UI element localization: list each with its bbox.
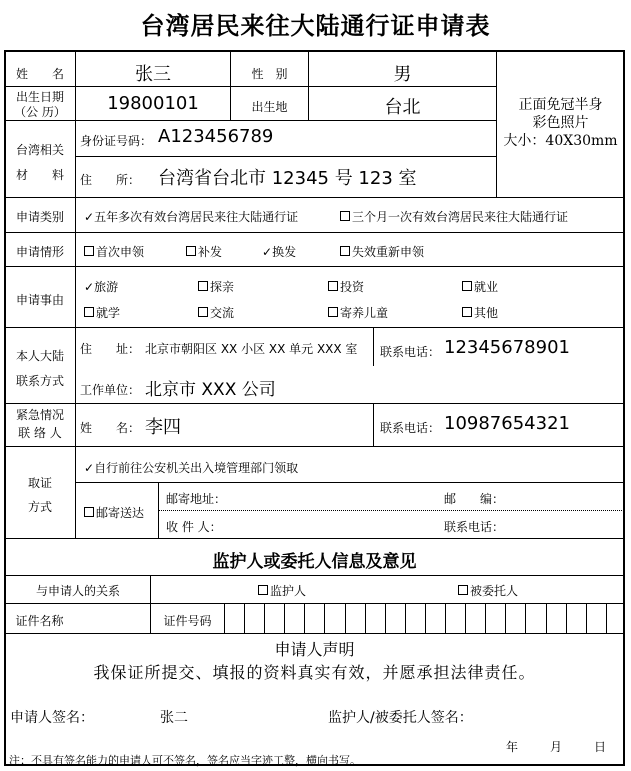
option-label: 补发 (198, 245, 223, 259)
id-number-label: 身份证号码： (80, 134, 153, 148)
id-cell-divider (264, 604, 265, 633)
guardian-signature-label: 监护人/被委托人签名： (328, 710, 473, 726)
col-divider (373, 328, 374, 366)
row-divider (5, 633, 624, 634)
id-cell-divider (284, 604, 285, 633)
birth-label: 出生日期 (15, 90, 64, 104)
birthplace-label: 出生地 (251, 100, 288, 114)
id-cell-divider (385, 604, 386, 633)
option-label: 探亲 (210, 280, 235, 294)
option-label: 邮寄送达 (96, 506, 145, 520)
id-number-value[interactable]: A123456789 (158, 126, 274, 147)
emergency-phone-value[interactable]: 10987654321 (444, 413, 570, 434)
document-name-label: 证件名称 (15, 614, 64, 628)
birth-value[interactable]: 19800101 (107, 93, 199, 114)
pickup-method-label-2: 方式 (27, 500, 52, 514)
id-cell-divider (304, 604, 305, 633)
col-divider (373, 404, 374, 446)
name-label: 姓 名 (15, 67, 64, 81)
gender-label: 性 别 (251, 67, 288, 81)
gender-value[interactable]: 男 (393, 64, 412, 85)
postcode-label: 邮 编： (444, 492, 505, 506)
emergency-contact-label: 紧急情况 (15, 408, 64, 422)
id-cell-divider (445, 604, 446, 633)
option-label: 失效重新申领 (352, 245, 425, 259)
row-divider (5, 197, 624, 198)
row-divider (5, 538, 624, 539)
checkbox-icon (198, 307, 208, 317)
row-divider (5, 403, 624, 404)
reason-tourism[interactable] (84, 278, 118, 295)
recipient-phone-label: 联系电话： (444, 520, 505, 534)
situation-reissue[interactable] (186, 243, 222, 260)
declaration-text: 我保证所提交、填报的资料真实有效，并愿承担法律责任。 (93, 663, 536, 682)
option-label: 就业 (474, 280, 499, 294)
emergency-name-value[interactable]: 李四 (145, 417, 181, 438)
id-cell-divider (546, 604, 547, 633)
situation-first-time[interactable] (84, 243, 144, 260)
relation-label: 与申请人的关系 (35, 584, 120, 598)
col-divider (158, 483, 159, 538)
apply-situation-label: 申请情形 (15, 245, 64, 259)
row-divider (5, 446, 624, 447)
id-cell-divider (485, 604, 486, 633)
checkbox-icon (198, 281, 208, 291)
id-cell-divider (465, 604, 466, 633)
option-label: 换发 (272, 245, 297, 259)
situation-reapply-expired[interactable] (340, 243, 424, 260)
apply-type-five-year[interactable] (84, 208, 298, 225)
apply-reason-label: 申请事由 (15, 293, 64, 307)
row-divider (5, 266, 624, 267)
relation-entrusted[interactable] (458, 582, 518, 599)
row-divider (5, 86, 496, 87)
checkbox-icon (328, 307, 338, 317)
option-label: 投资 (340, 280, 365, 294)
applicant-signature-value[interactable]: 张二 (160, 710, 188, 726)
taiwan-materials-label-2: 材 料 (15, 168, 64, 182)
checkbox-icon (462, 281, 472, 291)
reason-investment[interactable] (328, 278, 364, 295)
mainland-address-value[interactable]: 北京市朝阳区 XX 小区 XX 单元 XXX 室 (145, 342, 358, 356)
option-label: 其他 (474, 306, 499, 320)
declaration-heading: 申请人声明 (274, 640, 355, 659)
reason-other[interactable] (462, 304, 498, 321)
contact-phone-value[interactable]: 12345678901 (444, 337, 570, 358)
name-value[interactable]: 张三 (135, 64, 171, 85)
id-cell-divider (606, 604, 607, 633)
row-divider (5, 327, 624, 328)
row-divider (5, 603, 624, 604)
row-divider (5, 120, 496, 121)
birth-label-calendar: （公 历） (14, 105, 66, 119)
option-label: 被委托人 (470, 584, 519, 598)
id-cell-divider (525, 604, 526, 633)
mainland-contact-label: 本人大陆 (15, 349, 64, 363)
checkbox-icon (462, 307, 472, 317)
id-cell-divider (324, 604, 325, 633)
option-label: 寄养儿童 (340, 306, 389, 320)
reason-exchange[interactable] (198, 304, 234, 321)
checkbox-icon (84, 246, 94, 256)
reason-study[interactable] (84, 304, 120, 321)
id-cell-divider (586, 604, 587, 633)
applicant-signature-label: 申请人签名： (10, 710, 94, 726)
option-label: 五年多次有效台湾居民来往大陆通行证 (94, 210, 299, 224)
id-cell-divider (566, 604, 567, 633)
mail-address-label: 邮寄地址： (166, 492, 227, 506)
option-label: 交流 (210, 306, 235, 320)
mainland-address-label: 住 址： (80, 342, 141, 356)
work-unit-value[interactable]: 北京市 XXX 公司 (145, 380, 276, 400)
option-label: 自行前往公安机关出入境管理部门领取 (94, 461, 299, 475)
checkbox-icon (340, 211, 350, 221)
id-cell-divider (244, 604, 245, 633)
id-cell-divider (365, 604, 366, 633)
document-number-label: 证件号码 (163, 614, 212, 628)
photo-spec-size: 大小：40X30mm (503, 133, 618, 149)
taiwan-materials-label: 台湾相关 (15, 143, 64, 157)
id-cell-divider (425, 604, 426, 633)
option-label: 旅游 (94, 280, 119, 294)
photo-spec-line2: 彩色照片 (532, 115, 589, 131)
relation-guardian[interactable] (258, 582, 306, 599)
apply-type-three-month[interactable] (340, 208, 568, 225)
option-label: 三个月一次有效台湾居民来往大陆通行证 (352, 210, 569, 224)
birthplace-value[interactable]: 台北 (384, 97, 421, 118)
checkmark-icon: ✓ (84, 461, 95, 475)
row-divider (5, 575, 624, 576)
contact-phone-label: 联系电话： (380, 345, 441, 359)
checkbox-icon (458, 585, 468, 595)
emergency-name-label: 姓 名： (80, 421, 141, 435)
reason-family-visit[interactable] (198, 278, 234, 295)
date-day: 日 (594, 740, 607, 754)
taiwan-address-value[interactable]: 台湾省台北市 12345 号 123 室 (158, 168, 417, 189)
row-divider (76, 156, 496, 157)
date-month: 月 (550, 740, 563, 754)
mainland-contact-label-2: 联系方式 (15, 374, 64, 388)
checkbox-icon (340, 246, 350, 256)
id-cell-divider (405, 604, 406, 633)
row-divider (5, 232, 624, 233)
taiwan-address-label: 住 所： (80, 173, 141, 187)
option-label: 监护人 (270, 584, 307, 598)
checkbox-icon (258, 585, 268, 595)
reason-employment[interactable] (462, 278, 498, 295)
date-year: 年 (506, 740, 519, 754)
col-divider (224, 604, 225, 633)
form-title: 台湾居民来往大陆通行证申请表 (140, 12, 491, 40)
emergency-phone-label: 联系电话： (380, 421, 441, 435)
checkbox-icon (186, 246, 196, 256)
emergency-contact-label-2: 联 络 人 (18, 426, 62, 440)
checkbox-icon (328, 281, 338, 291)
checkmark-icon: ✓ (84, 280, 95, 294)
work-unit-label: 工作单位： (80, 383, 141, 397)
pickup-by-mail[interactable] (84, 504, 144, 521)
pickup-method-label: 取证 (27, 476, 52, 490)
recipient-label: 收 件 人： (166, 520, 222, 534)
option-label: 首次申领 (96, 245, 145, 259)
pickup-in-person[interactable] (84, 459, 298, 476)
id-cell-divider (505, 604, 506, 633)
apply-type-label: 申请类别 (15, 210, 64, 224)
situation-renewal[interactable] (262, 243, 296, 260)
dotted-divider (158, 510, 624, 511)
col-divider (75, 198, 76, 538)
checkmark-icon: ✓ (84, 210, 95, 224)
reason-foster-child[interactable] (328, 304, 388, 321)
checkbox-icon (84, 307, 94, 317)
option-label: 就学 (96, 306, 121, 320)
photo-spec-line1: 正面免冠半身 (518, 97, 603, 113)
checkbox-icon (84, 507, 94, 517)
signature-note: 注：不具有签名能力的申请人可不签名，签名应当字迹工整，横向书写。 (9, 754, 361, 767)
id-cell-divider (345, 604, 346, 633)
guardian-section-heading: 监护人或委托人信息及意见 (212, 552, 417, 572)
checkmark-icon: ✓ (262, 245, 273, 259)
